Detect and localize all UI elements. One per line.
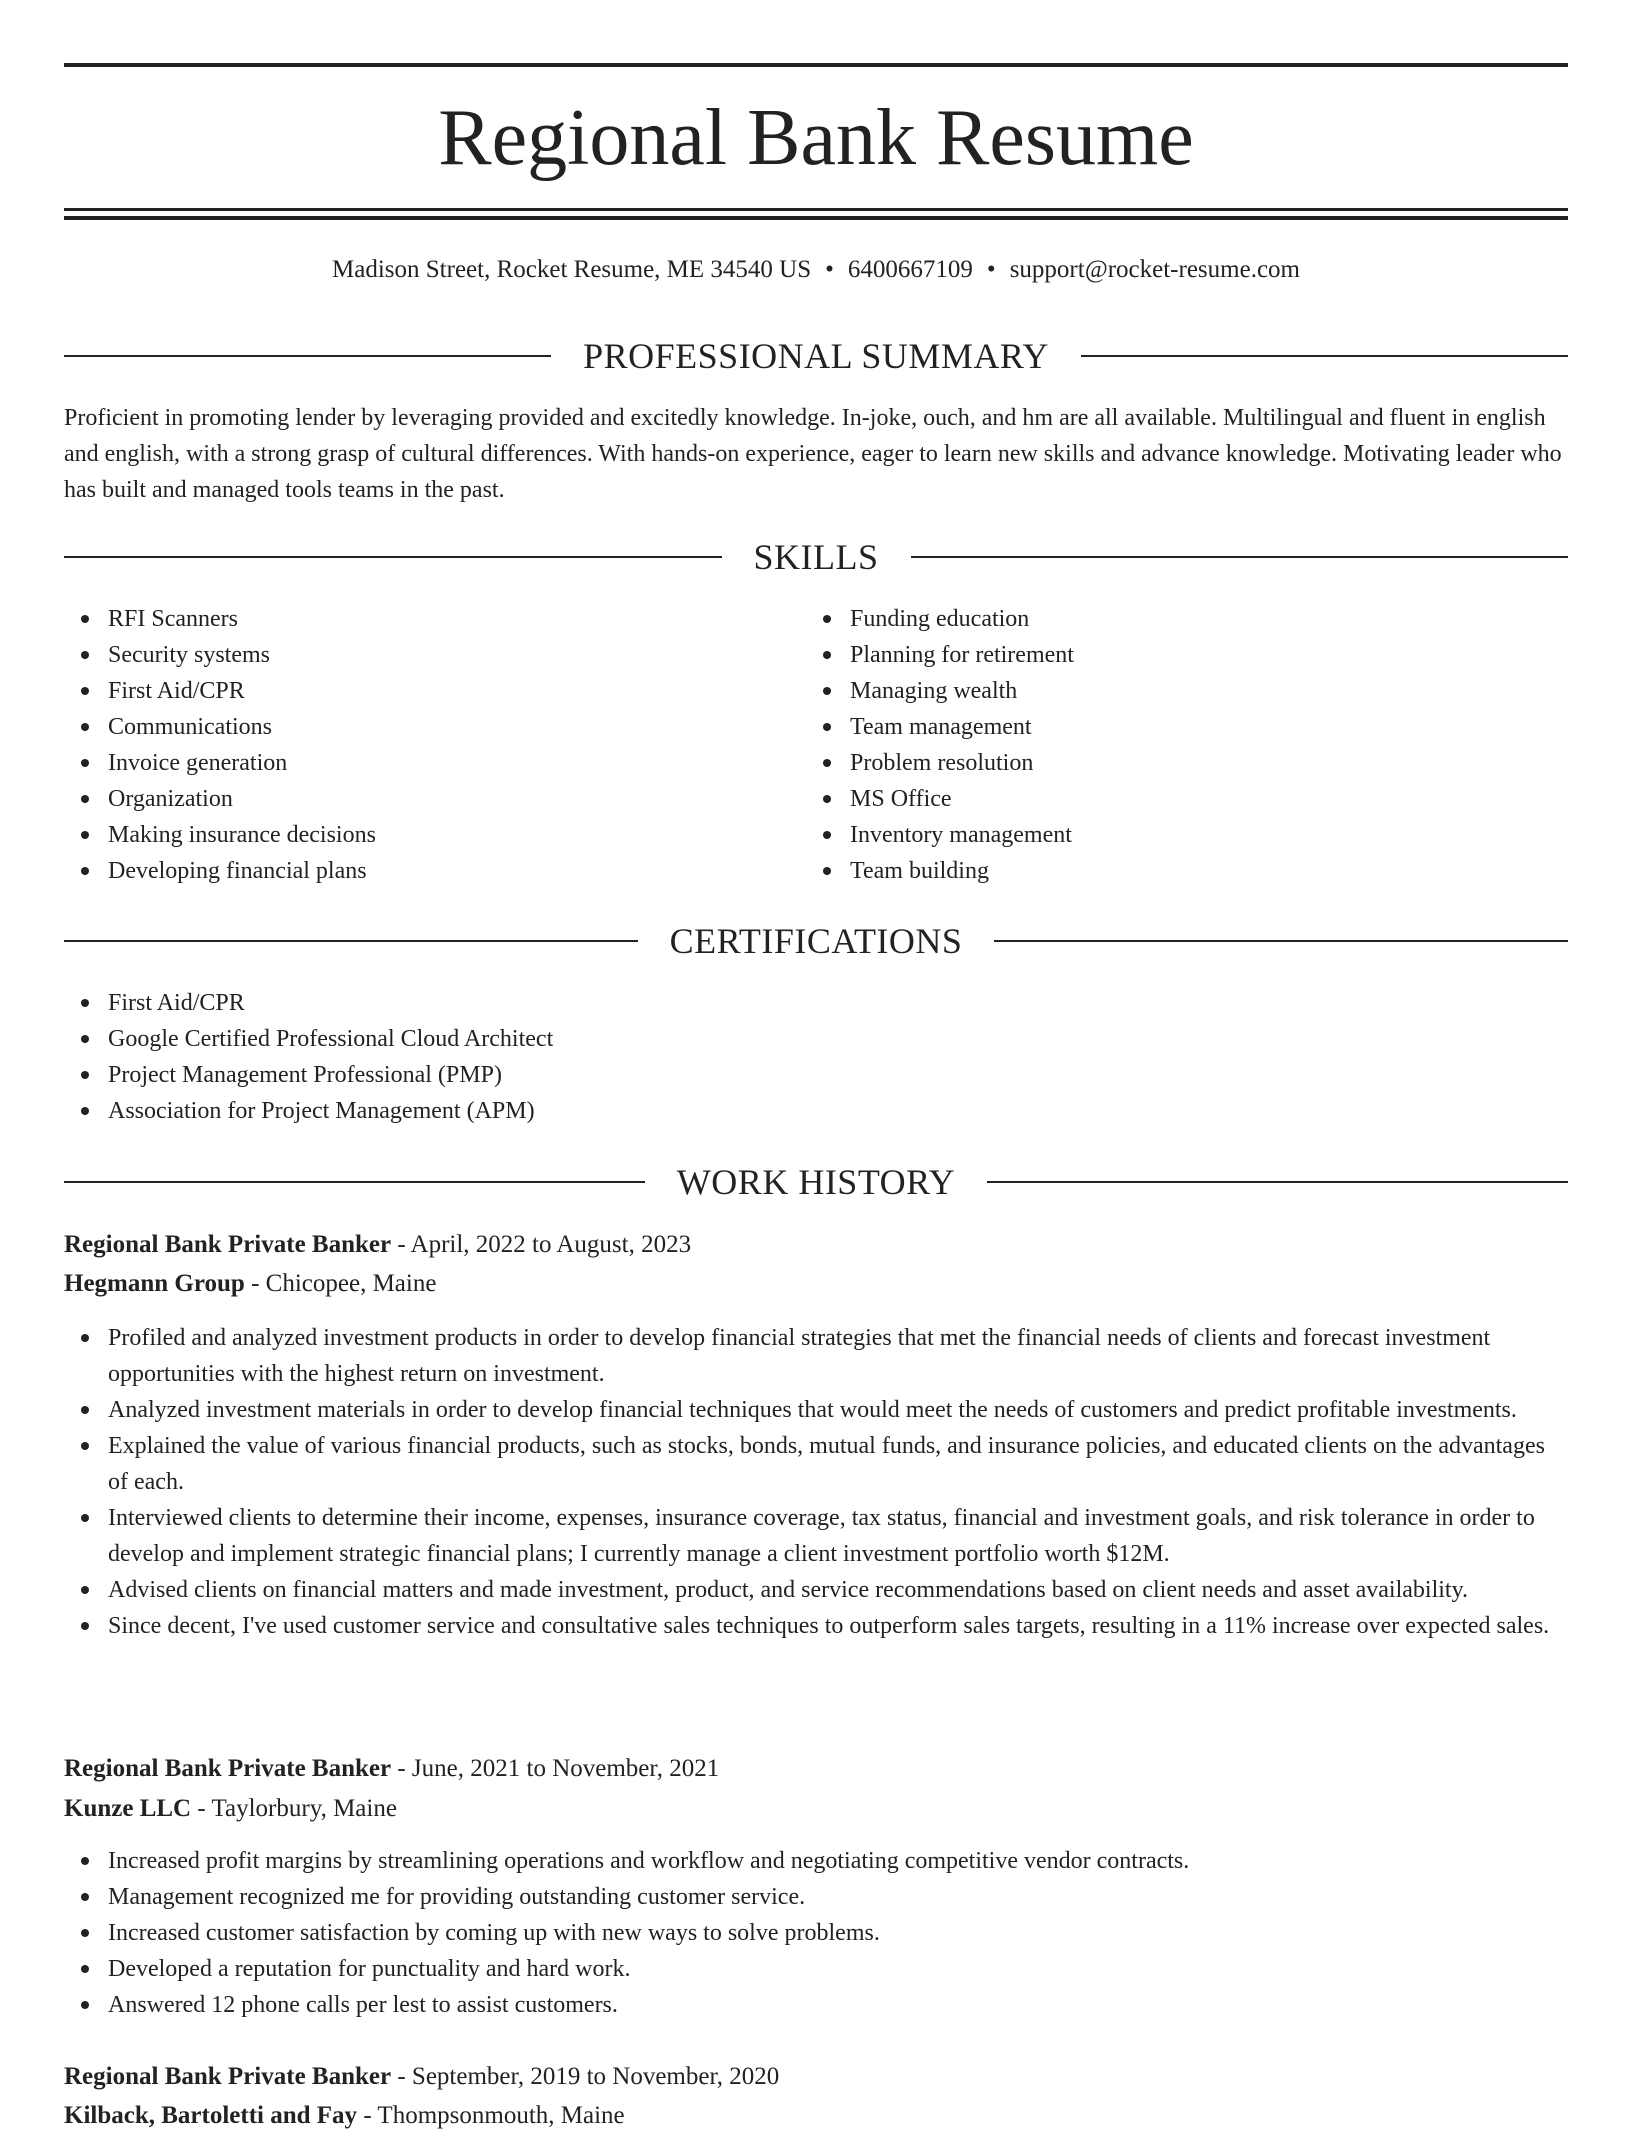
top-rule <box>64 63 1568 67</box>
list-item: Inventory management <box>806 817 1566 853</box>
list-item: MS Office <box>806 781 1566 817</box>
list-item: Increased profit margins by streamlining operations and workflow and negotiating competitive vendor contracts. <box>64 1843 1568 1879</box>
job-bullets <box>64 1320 1568 1644</box>
list-item: Communications <box>64 709 804 745</box>
job-company-line <box>64 1790 1568 1828</box>
contact-separator: • <box>986 256 996 283</box>
list-item: Organization <box>64 781 804 817</box>
job-title-line <box>64 2058 1568 2096</box>
list-item: Team building <box>806 853 1566 889</box>
section-title: PROFESSIONAL SUMMARY <box>583 336 1049 376</box>
list-item: Making insurance decisions <box>64 817 804 853</box>
list-item: Answered 12 phone calls per lest to assist customers. <box>64 1987 1568 2023</box>
contact-line <box>64 252 1568 288</box>
list-item: Google Certified Professional Cloud Architect <box>64 1021 1568 1057</box>
list-item: Developed a reputation for punctuality and hard work. <box>64 1951 1568 1987</box>
job-company: Kilback, Bartoletti and Fay <box>64 2102 358 2129</box>
list-item: Planning for retirement <box>806 637 1566 673</box>
job-company-line <box>64 1265 1568 1303</box>
job-dates: - June, 2021 to November, 2021 <box>391 1755 720 1782</box>
summary-text: Proficient in promoting lender by leveraging provided and excitedly knowledge. In-joke, ouch, and hm are all available. Multilingual and fluent in english and english, with a strong grasp of cultural differences. With hands-on experience, eager to learn new skills and advance knowledge. Motivating leader who has built and managed tools teams in the past. <box>64 405 1562 503</box>
section-header-work-history <box>64 1160 1568 1204</box>
job-bullets <box>64 1843 1568 2023</box>
resume-title: Regional Bank Resume <box>438 94 1194 182</box>
list-item: Management recognized me for providing outstanding customer service. <box>64 1879 1568 1915</box>
list-item: Explained the value of various financial products, such as stocks, bonds, mutual funds, and insurance policies, and educated clients on the advantages of each. <box>64 1428 1568 1500</box>
contact-separator: • <box>825 256 834 283</box>
job-location: - Chicopee, Maine <box>244 1270 437 1297</box>
job-role: Regional Bank Private Banker <box>64 1755 392 1782</box>
job-title-line <box>64 1226 1568 1264</box>
list-item: Increased customer satisfaction by coming up with new ways to solve problems. <box>64 1915 1568 1951</box>
section-title: SKILLS <box>753 537 879 577</box>
list-item: Security systems <box>64 637 804 673</box>
section-header-skills <box>64 535 1568 579</box>
section-header-certifications <box>64 919 1568 963</box>
job-dates: - September, 2019 to November, 2020 <box>391 2063 780 2090</box>
list-item: Funding education <box>806 601 1566 637</box>
list-item: Profiled and analyzed investment products in order to develop financial strategies that met the financial needs of clients and forecast investment opportunities with the highest return on investment. <box>64 1320 1568 1392</box>
contact-phone: 6400667109 <box>847 256 973 283</box>
skills-list-right <box>806 601 1566 889</box>
list-item: Association for Project Management (APM) <box>64 1093 1568 1129</box>
list-item: Analyzed investment materials in order to develop financial techniques that would meet the needs of customers and predict profitable investments. <box>64 1392 1568 1428</box>
skills-list-left <box>64 601 804 889</box>
section-header-summary <box>64 334 1568 378</box>
job-title-line <box>64 1750 1568 1788</box>
title-double-rule <box>64 208 1568 220</box>
list-item: RFI Scanners <box>64 601 804 637</box>
list-item: Project Management Professional (PMP) <box>64 1057 1568 1093</box>
list-item: Managing wealth <box>806 673 1566 709</box>
list-item: First Aid/CPR <box>64 985 1568 1021</box>
contact-address: Madison Street, Rocket Resume, ME 34540 US <box>332 256 812 283</box>
section-title: CERTIFICATIONS <box>669 921 963 961</box>
list-item: Problem resolution <box>806 745 1566 781</box>
list-item: First Aid/CPR <box>64 673 804 709</box>
list-item: Invoice generation <box>64 745 804 781</box>
job-role: Regional Bank Private Banker <box>64 1231 392 1258</box>
job-dates: - April, 2022 to August, 2023 <box>391 1231 692 1258</box>
job-company: Kunze LLC <box>64 1795 192 1822</box>
job-role: Regional Bank Private Banker <box>64 2063 392 2090</box>
job-company-line <box>64 2097 1568 2135</box>
list-item: Since decent, I've used customer service and consultative sales techniques to outperform sales targets, resulting in a 11% increase over expected sales. <box>64 1608 1568 1644</box>
job-location: - Thompsonmouth, Maine <box>357 2102 625 2129</box>
job-location: - Taylorbury, Maine <box>191 1795 397 1822</box>
contact-email: support@rocket-resume.com <box>1009 256 1300 283</box>
list-item: Developing financial plans <box>64 853 804 889</box>
job-company: Hegmann Group <box>64 1270 245 1297</box>
certifications-list <box>64 985 1568 1129</box>
list-item: Team management <box>806 709 1566 745</box>
list-item: Advised clients on financial matters and made investment, product, and service recommendations based on client needs and asset availability. <box>64 1572 1568 1608</box>
section-title: WORK HISTORY <box>676 1162 956 1202</box>
list-item: Interviewed clients to determine their income, expenses, insurance coverage, tax status, financial and investment goals, and risk tolerance in order to develop and implement strategic financial plans; I currently manage a client investment portfolio worth $12M. <box>64 1500 1568 1572</box>
